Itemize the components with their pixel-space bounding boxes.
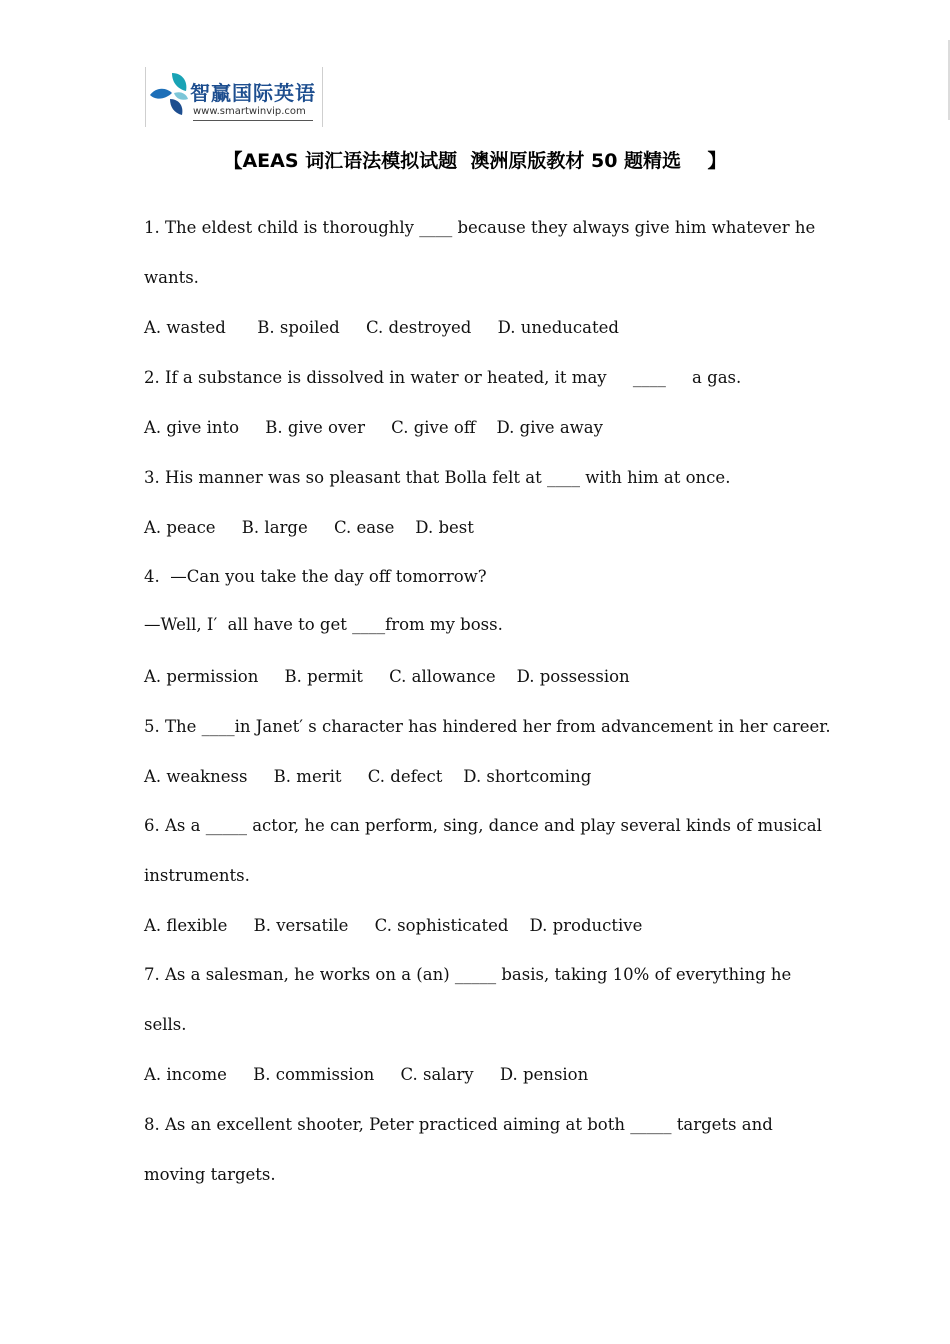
question-5-options: A. weakness B. merit C. defect D. shortcoming <box>144 767 592 786</box>
question-5-stem: 5. The ____in Janet′ s character has hindered her from advancement in her career. <box>144 717 831 736</box>
question-2-options: A. give into B. give over C. give off D. give away <box>144 418 603 437</box>
question-7-options: A. income B. commission C. salary D. pension <box>144 1065 589 1084</box>
question-7-stem: 7. As a salesman, he works on a (an) _____ basis, taking 10% of everything he <box>144 965 792 984</box>
document-title: 【AEAS 词汇语法模拟试题 澳洲原版教材 50 题精选 】 <box>223 150 727 172</box>
logo-petal-bottom <box>170 99 182 115</box>
question-7-stem-cont: sells. <box>144 1015 187 1034</box>
logo-underline <box>193 120 313 121</box>
question-4-reply: —Well, I′ all have to get ____from my boss. <box>144 615 503 634</box>
question-1-stem-cont: wants. <box>144 268 199 287</box>
question-8-stem-cont: moving targets. <box>144 1165 276 1184</box>
question-1-options: A. wasted B. spoiled C. destroyed D. uneducated <box>144 318 619 337</box>
question-6-stem: 6. As a _____ actor, he can perform, sing, dance and play several kinds of musical <box>144 816 822 835</box>
question-6-stem-cont: instruments. <box>144 866 250 885</box>
question-4-options: A. permission B. permit C. allowance D. possession <box>144 667 630 686</box>
logo-petal-left <box>150 89 172 99</box>
logo-name-cn: 智赢国际英语 <box>190 81 316 105</box>
question-3-options: A. peace B. large C. ease D. best <box>144 518 474 537</box>
logo-url: www.smartwinvip.com <box>193 106 306 117</box>
question-8-stem: 8. As an excellent shooter, Peter practiced aiming at both _____ targets and <box>144 1115 773 1134</box>
logo-mark-icon <box>148 69 192 117</box>
logo-petal-top <box>172 73 186 91</box>
question-1-stem: 1. The eldest child is thoroughly ____ because they always give him whatever he <box>144 218 816 237</box>
logo-petal-light <box>174 92 188 100</box>
question-2-stem: 2. If a substance is dissolved in water or heated, it may ____ a gas. <box>144 368 742 387</box>
question-3-stem: 3. His manner was so pleasant that Bolla felt at ____ with him at once. <box>144 468 731 487</box>
question-4-stem: 4. —Can you take the day off tomorrow? <box>144 567 487 586</box>
logo <box>145 67 323 127</box>
question-6-options: A. flexible B. versatile C. sophisticated D. productive <box>144 916 643 935</box>
